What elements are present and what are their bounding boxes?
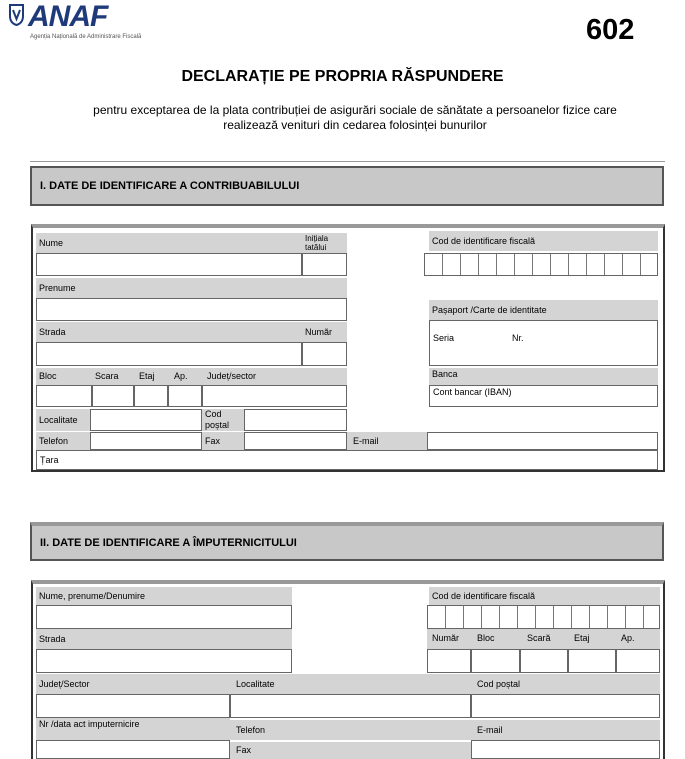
divider bbox=[30, 161, 665, 162]
bloc-field[interactable] bbox=[36, 385, 92, 407]
s2-cod-postal-label: Cod poștal bbox=[471, 674, 660, 694]
page-subtitle: pentru exceptarea de la plata contribuției de asigurări sociale de sănătate a persoanelor fizice care realizează venituri din cedarea folosinței bunurilor bbox=[93, 103, 617, 132]
form-number: 602 bbox=[586, 14, 635, 46]
localitate-label: Localitate bbox=[36, 409, 90, 431]
telefon-field[interactable] bbox=[90, 432, 202, 450]
pasaport-field[interactable] bbox=[429, 320, 658, 366]
s2-act-field[interactable] bbox=[36, 740, 230, 759]
s2-cif-field[interactable] bbox=[427, 605, 660, 629]
bloc-label: Bloc bbox=[39, 371, 57, 381]
etaj-field[interactable] bbox=[134, 385, 168, 407]
banca-label: Banca bbox=[429, 368, 658, 385]
s2-act-label: Nr /data act imputernicire bbox=[36, 718, 230, 740]
prenume-field[interactable] bbox=[36, 298, 347, 321]
fax-field[interactable] bbox=[244, 432, 347, 450]
nume-field[interactable] bbox=[36, 253, 302, 276]
cif-label: Cod de identificare fiscală bbox=[429, 231, 658, 251]
prenume-label: Prenume bbox=[36, 278, 347, 298]
banca-field[interactable] bbox=[429, 385, 658, 407]
cont-label: Cont bancar (IBAN) bbox=[433, 387, 512, 397]
ap-field[interactable] bbox=[168, 385, 202, 407]
initiala-field[interactable] bbox=[302, 253, 347, 276]
s2-fax-label: Fax bbox=[230, 742, 471, 759]
section-1-header bbox=[30, 166, 664, 206]
s2-telefon-label: Telefon bbox=[230, 720, 471, 740]
anaf-logo: ANAF bbox=[28, 0, 108, 33]
s2-nume-label: Nume, prenume/Denumire bbox=[36, 587, 292, 605]
s2-strada-label: Strada bbox=[36, 629, 292, 649]
section-2-header bbox=[30, 522, 664, 561]
pasaport-label: Pașaport /Carte de identitate bbox=[429, 300, 658, 320]
cod-postal-field[interactable] bbox=[244, 409, 347, 431]
s2-scara-label: Scară bbox=[527, 633, 551, 643]
bloc-row-labels bbox=[36, 368, 347, 385]
s2-strada-field[interactable] bbox=[36, 649, 292, 673]
localitate-field[interactable] bbox=[90, 409, 202, 431]
s2-judet-field[interactable] bbox=[36, 694, 230, 718]
s2-email-field[interactable] bbox=[471, 740, 660, 759]
s2-bloc-field[interactable] bbox=[471, 649, 520, 673]
s2-email-label: E-mail bbox=[471, 720, 660, 740]
cod-postal-label: Cod poștal bbox=[202, 409, 244, 431]
nume-label: Nume bbox=[36, 233, 302, 253]
s2-localitate-field[interactable] bbox=[230, 694, 471, 718]
email-label: E-mail bbox=[347, 432, 427, 450]
ap-label: Ap. bbox=[174, 371, 188, 381]
telefon-label: Telefon bbox=[36, 432, 90, 450]
scara-field[interactable] bbox=[92, 385, 134, 407]
seria-label: Seria bbox=[433, 333, 455, 343]
s2-etaj-field[interactable] bbox=[568, 649, 616, 673]
numar-field[interactable] bbox=[302, 342, 347, 366]
s2-etaj-label: Etaj bbox=[574, 633, 590, 643]
anaf-logo-subtitle: Agenția Națională de Administrare Fiscală bbox=[30, 34, 142, 40]
tara-field[interactable] bbox=[36, 450, 658, 470]
s2-judet-label: Județ/Sector bbox=[36, 674, 230, 694]
initiala-label: Inițiala tatălui bbox=[302, 233, 347, 253]
judet-label: Județ/sector bbox=[207, 371, 257, 381]
nr-label: Nr. bbox=[512, 333, 524, 343]
scara-label: Scara bbox=[95, 371, 119, 381]
page-title: DECLARAȚIE PE PROPRIA RĂSPUNDERE bbox=[181, 68, 504, 85]
s2-numar-field[interactable] bbox=[427, 649, 471, 673]
strada-label: Strada bbox=[36, 322, 302, 342]
section-2-title: II. DATE DE IDENTIFICARE A ÎMPUTERNICITULUI bbox=[40, 536, 297, 549]
anaf-shield-icon bbox=[9, 4, 24, 26]
s2-localitate-label: Localitate bbox=[230, 674, 471, 694]
cif-field[interactable] bbox=[424, 253, 658, 276]
fax-label: Fax bbox=[202, 432, 244, 450]
strada-field[interactable] bbox=[36, 342, 302, 366]
tara-label: Țara bbox=[40, 455, 59, 465]
s2-cif-label: Cod de identificare fiscală bbox=[429, 587, 660, 605]
s2-numar-label: Număr bbox=[432, 633, 460, 643]
etaj-label: Etaj bbox=[139, 371, 155, 381]
judet-field[interactable] bbox=[202, 385, 347, 407]
s2-scara-field[interactable] bbox=[520, 649, 568, 673]
s2-cod-postal-field[interactable] bbox=[471, 694, 660, 718]
s2-bloc-label: Bloc bbox=[477, 633, 495, 643]
s2-nume-field[interactable] bbox=[36, 605, 292, 629]
numar-label: Număr bbox=[302, 322, 347, 342]
email-field[interactable] bbox=[427, 432, 658, 450]
s2-ap-field[interactable] bbox=[616, 649, 660, 673]
s2-ap-label: Ap. bbox=[621, 633, 635, 643]
section-1-title: I. DATE DE IDENTIFICARE A CONTRIBUABILULUI bbox=[40, 180, 300, 192]
